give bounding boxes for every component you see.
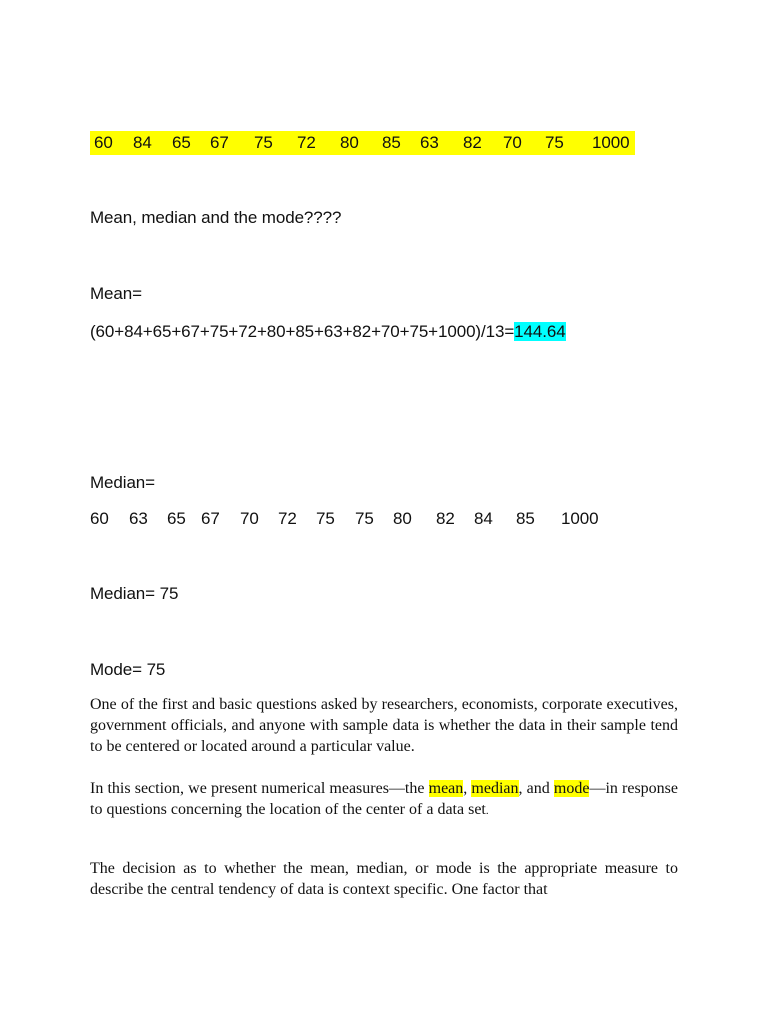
median-result: Median= 75 [90, 584, 179, 603]
raw-value: 80 [340, 133, 359, 152]
paragraph-3: The decision as to whether the mean, median, or mode is the appropriate measure to describe the central tendency of data is context specific. One factor that [90, 860, 678, 898]
raw-value: 85 [382, 133, 401, 152]
paragraph-1: One of the first and basic questions asked by researchers, economists, corporate executives, government officials, and anyone with sample data is whether the data in their sample tend to be centered or located around a particular value. [90, 696, 678, 755]
term-mean: mean [428, 780, 464, 797]
sorted-value: 72 [278, 509, 297, 528]
raw-value: 84 [133, 133, 152, 152]
sorted-value: 67 [201, 509, 220, 528]
raw-value: 72 [297, 133, 316, 152]
paragraph-2-separator: , [463, 780, 472, 797]
mean-formula: (60+84+65+67+75+72+80+85+63+82+70+75+1000)/13= [90, 322, 515, 341]
raw-data-row [90, 131, 635, 155]
raw-value: 75 [545, 133, 564, 152]
sorted-value: 85 [516, 509, 535, 528]
sorted-value: 82 [436, 509, 455, 528]
raw-value: 60 [94, 133, 113, 152]
term-mode: mode [553, 780, 590, 797]
paragraph-2-period: . [485, 805, 489, 817]
paragraph-2 [90, 778, 678, 822]
paragraph-2-text: —in response to questions concerning the location of the center of a data set [90, 780, 679, 818]
sorted-value: 60 [90, 509, 109, 528]
sorted-value: 84 [474, 509, 493, 528]
sorted-value: 80 [393, 509, 412, 528]
raw-value: 1000 [592, 133, 630, 152]
sorted-value: 75 [316, 509, 335, 528]
paragraph-2-text: In this section, we present numerical measures—the [90, 780, 429, 797]
term-median: median [471, 780, 519, 797]
sorted-value: 75 [355, 509, 374, 528]
sorted-value: 65 [167, 509, 186, 528]
sorted-value: 70 [240, 509, 259, 528]
sorted-value: 1000 [561, 509, 599, 528]
mean-label: Mean= [90, 284, 142, 303]
median-label: Median= [90, 473, 155, 492]
mean-formula-line [90, 322, 566, 342]
raw-value: 67 [210, 133, 229, 152]
question-text: Mean, median and the mode???? [90, 208, 342, 227]
raw-value: 70 [503, 133, 522, 152]
sorted-value: 63 [129, 509, 148, 528]
raw-value: 82 [463, 133, 482, 152]
mode-result: Mode= 75 [90, 660, 166, 679]
raw-value: 63 [420, 133, 439, 152]
mean-result: 144.64 [514, 322, 566, 341]
paragraph-2-separator: , and [518, 780, 554, 797]
raw-value: 75 [254, 133, 273, 152]
raw-value: 65 [172, 133, 191, 152]
